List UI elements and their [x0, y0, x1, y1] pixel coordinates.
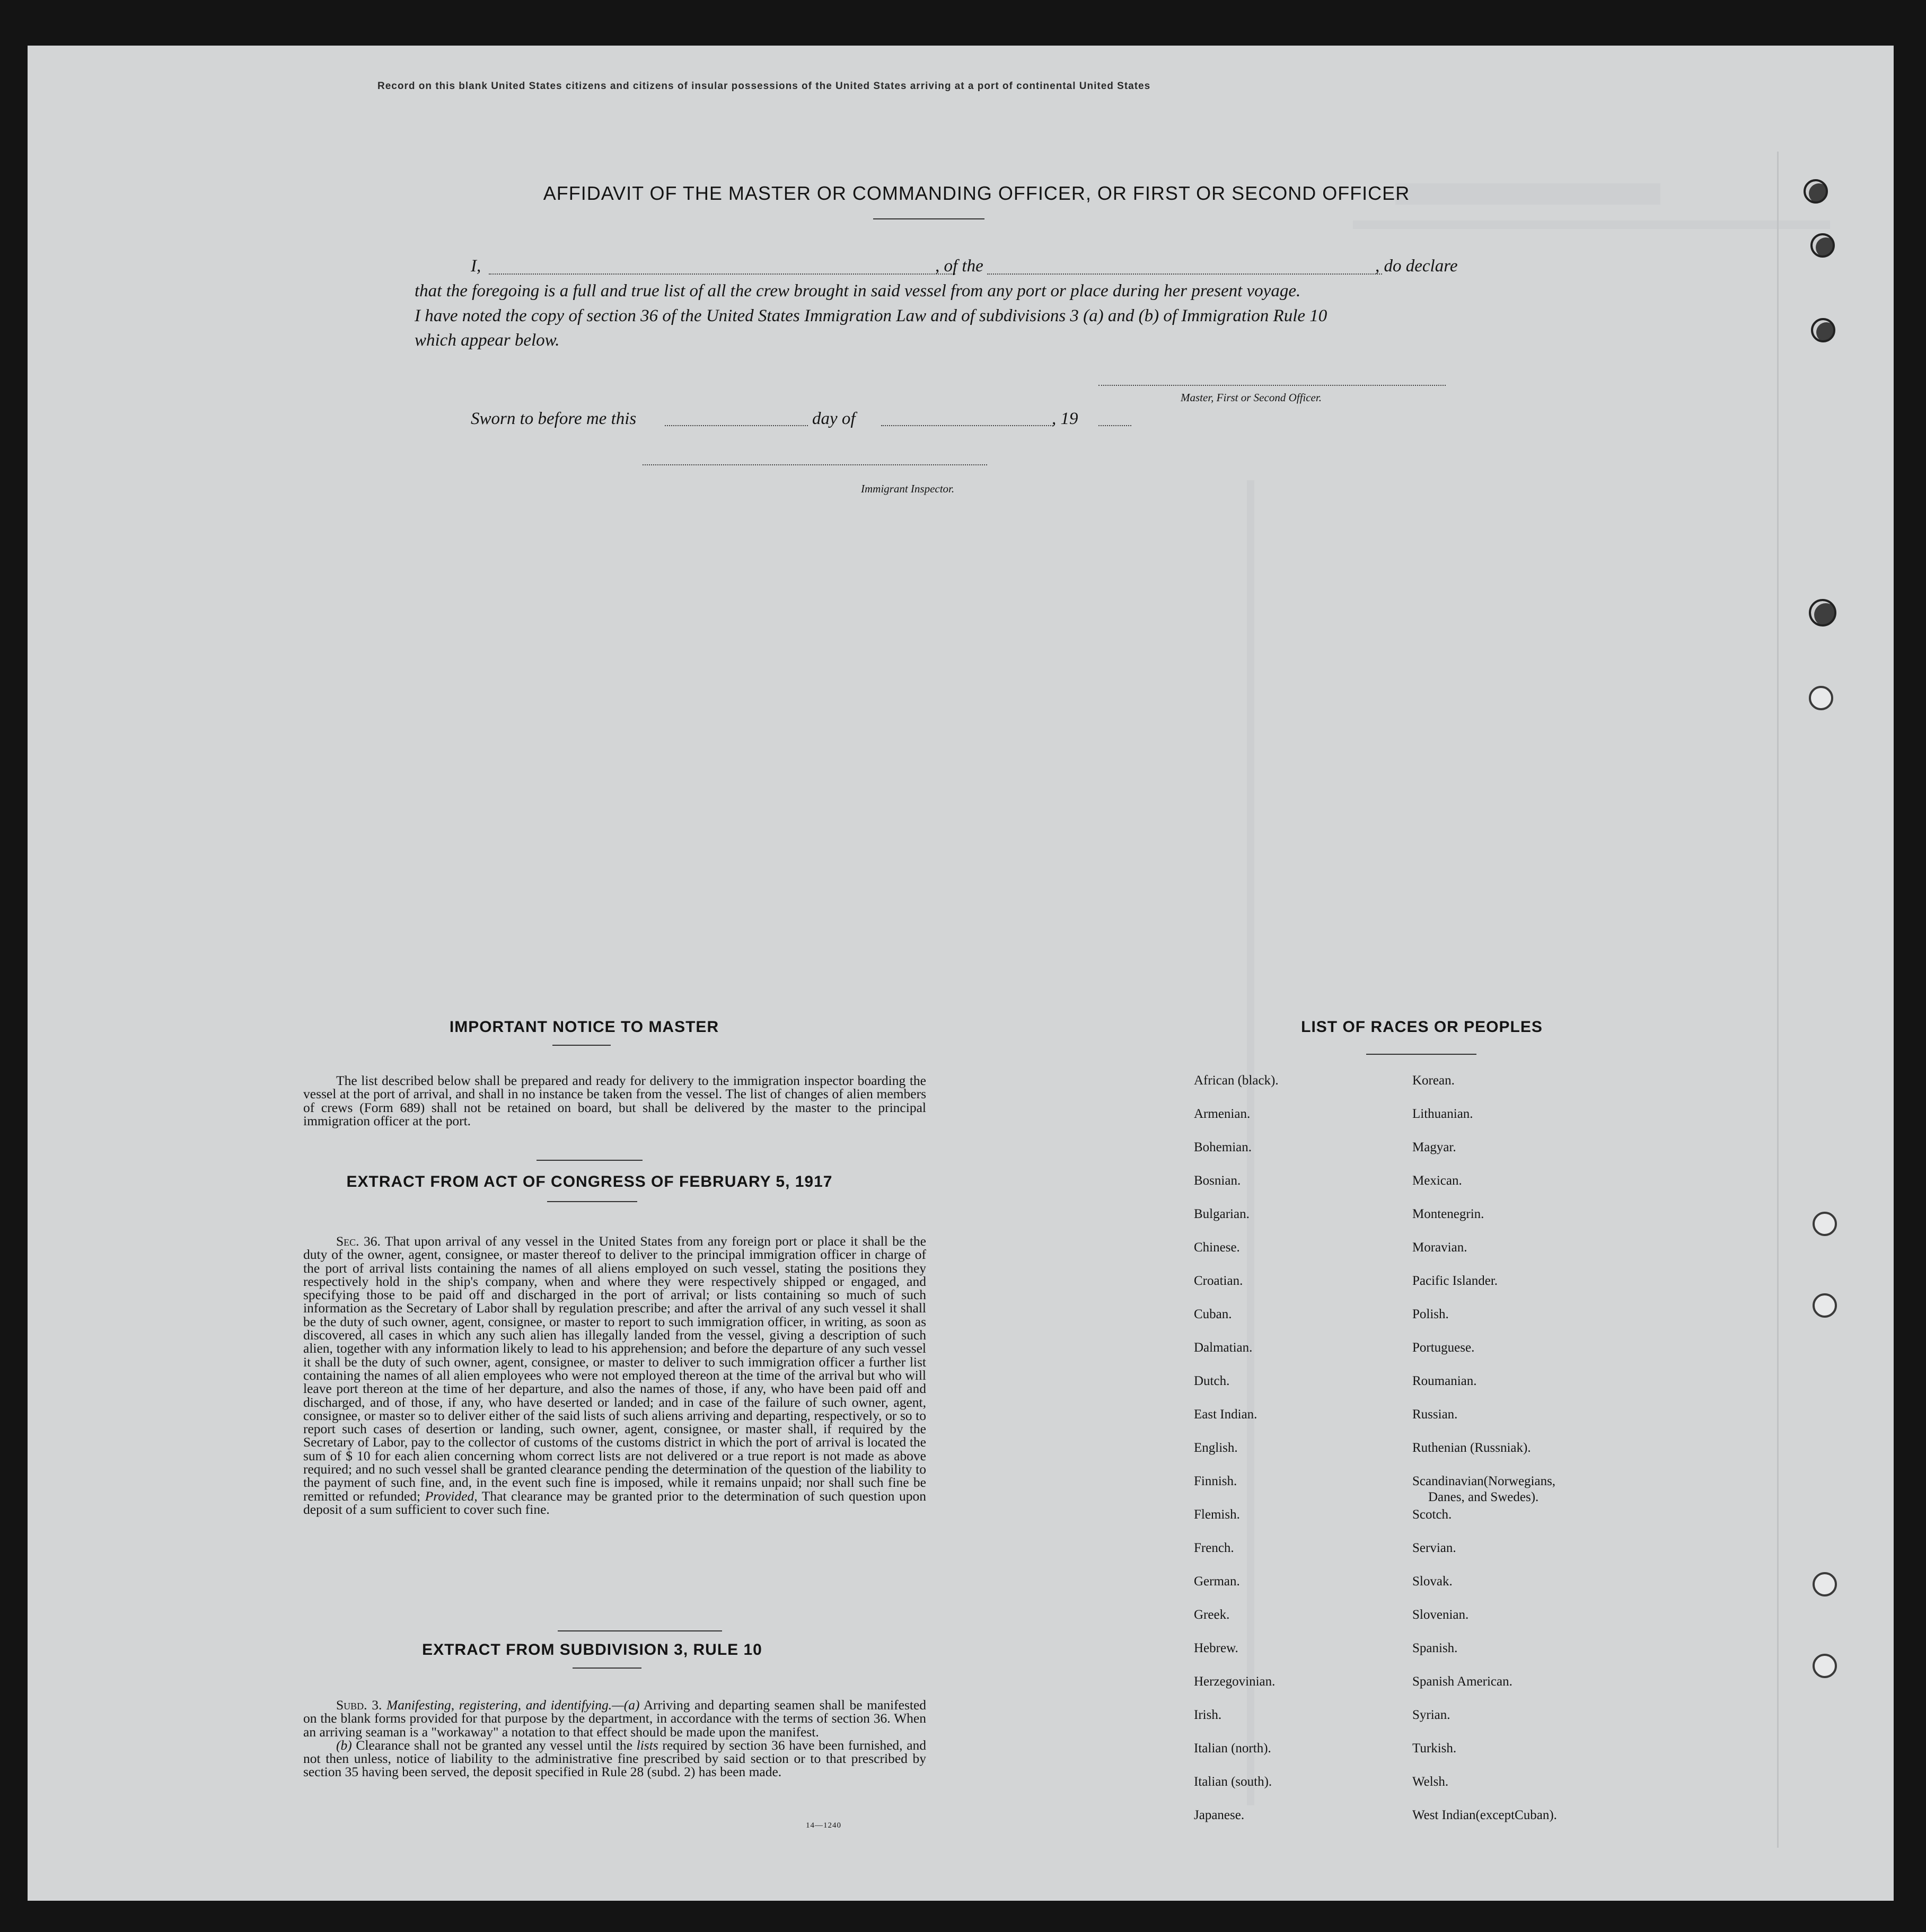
rule-top-rule: [558, 1630, 722, 1631]
rule-b-label: (b): [336, 1737, 352, 1753]
race-item: Scandinavian(Norwegians,: [1412, 1474, 1556, 1488]
sworn-day-blank[interactable]: [665, 425, 808, 426]
rule-b-part2: required by section 36 have been furnished, and not then unless, notice of liability to the administrative fine prescribed by said section or to that prescribed by section 35 having been served, the deposit specified in Rule 28 (subd. 2) has been made.: [303, 1737, 927, 1780]
races-column-2: [1412, 1073, 1557, 1841]
declaration-line-2: that the foregoing is a full and true list of all the crew brought in said vessel from any port or place during her present voyage.: [415, 281, 1301, 301]
race-item: English.: [1194, 1441, 1238, 1455]
punch-hole: [1810, 233, 1835, 258]
race-item: Irish.: [1194, 1708, 1222, 1722]
act-title: EXTRACT FROM ACT OF CONGRESS OF FEBRUARY 5, 1917: [346, 1173, 833, 1190]
races-column-1: [1194, 1073, 1279, 1841]
declaration-line-3: I have noted the copy of section 36 of the United States Immigration Law and of subdivisions 3 (a) and (b) of Immigration Rule 10: [415, 306, 1327, 325]
race-item: Spanish.: [1412, 1641, 1458, 1655]
rule-subd-heading: Manifesting, registering, and identifying.—(a): [386, 1697, 640, 1713]
race-item: Welsh.: [1412, 1775, 1449, 1789]
race-item: Dalmatian.: [1194, 1340, 1253, 1355]
notice-underline: [552, 1045, 611, 1046]
vessel-blank[interactable]: [987, 274, 1382, 275]
race-item: Slovenian.: [1412, 1608, 1469, 1622]
punch-hole: [1813, 1572, 1837, 1596]
master-signature-label: Master, First or Second Officer.: [1181, 391, 1322, 404]
act-body: [303, 1234, 926, 1516]
inspector-signature-line[interactable]: [643, 464, 987, 465]
race-item: Portuguese.: [1412, 1340, 1475, 1355]
punch-hole: [1811, 318, 1835, 342]
race-item: Flemish.: [1194, 1507, 1240, 1522]
race-item: Moravian.: [1412, 1240, 1467, 1255]
act-text: That upon arrival of any vessel in the United States from any foreign port or place it shall be the duty of the owner, agent, consignee, or master thereof to deliver to the principal immigration officer in charge of the port of arrival lists containing the names of all aliens employed on such vessel, stating the positions they respectively hold in the ship's company, when and where they were respectively shipped or engaged, and specifying those to be paid off and discharged in the port of arrival; or lists containing so much of such information as the Secretary of Labor shall by regulation prescribe; and after the arrival of any such vessel it shall be the duty of such owner, agent, consignee, or master to report to such immigration officer, in writing, as soon as discovered, all cases in which any such alien has illegally landed from the vessel, giving a description of such alien, together with any information likely to lead to his apprehension; and before the departure of any such vessel it shall be the duty of such owner, agent, consignee, or master to deliver to such immigration officer a further list containing the names of all alien employees who were not employed thereon at the time of the arrival but who will leave port thereon at the time of her departure, and also the names of those, if any, who have been paid off and discharged, and of those, if any, who have deserted or landed; and in case of the failure of such owner, agent, consignee, or master so to deliver either of the said lists of such aliens arriving and departing, respectively, or so to report such cases of desertion or landing, such owner, agent, consignee, or master shall, if required by the Secretary of Labor, pay to the collector of customs of the customs district in which the port of arrival is located the sum of $ 10 for each alien concerning whom correct lists are not delivered or a true report is not made as above required; and no such vessel shall be granted clearance pending the determination of the question of the liability to the payment of such fine, and, in the event such fine is imposed, while it remains unpaid; nor shall such fine be remitted or refunded;: [303, 1233, 927, 1504]
race-item: German.: [1194, 1574, 1240, 1589]
punch-hole: [1813, 1212, 1837, 1236]
act-section-label: Sec. 36.: [336, 1233, 381, 1249]
race-item: Dutch.: [1194, 1374, 1230, 1388]
rule-b-part1: Clearance shall not be granted any vessel until the: [356, 1737, 632, 1753]
race-item: Cuban.: [1194, 1307, 1232, 1321]
punch-hole: [1804, 179, 1828, 204]
declaration-do-declare: , do declare: [1375, 257, 1458, 276]
punch-hole: [1813, 1293, 1837, 1318]
declaration-line-4: which appear below.: [415, 331, 560, 350]
race-item: Montenegrin.: [1412, 1207, 1484, 1221]
race-item-continuation: Danes, and Swedes).: [1428, 1490, 1539, 1504]
race-item: French.: [1194, 1541, 1234, 1555]
rule-subd-label: Subd. 3.: [336, 1697, 382, 1713]
title-underline: [873, 218, 984, 219]
sworn-year: , 19: [1052, 409, 1078, 428]
race-item: West Indian(exceptCuban).: [1412, 1808, 1557, 1822]
act-provided-text: That clearance may be granted prior to the determination of such question upon deposit of a sum sufficient to cover such fine.: [303, 1488, 927, 1517]
race-item: Italian (north).: [1194, 1741, 1271, 1755]
race-item: Scotch.: [1412, 1507, 1452, 1522]
race-item: Greek.: [1194, 1608, 1230, 1622]
act-provided-label: Provided,: [425, 1488, 478, 1504]
master-signature-line[interactable]: [1098, 385, 1446, 386]
race-item: Slovak.: [1412, 1574, 1453, 1589]
race-item: Chinese.: [1194, 1240, 1240, 1255]
race-item: Croatian.: [1194, 1274, 1243, 1288]
race-item: Hebrew.: [1194, 1641, 1238, 1655]
punch-hole: [1809, 686, 1833, 710]
race-item: Ruthenian (Russniak).: [1412, 1441, 1531, 1455]
races-title: LIST OF RACES OR PEOPLES: [1301, 1018, 1543, 1036]
notice-text: The list described below shall be prepared and ready for delivery to the immigration inspector boarding the vessel at the port of arrival, and shall in no instance be taken from the vessel. The list of changes of alien members of crews (Form 689) shall not be retained on board, but shall be delivered by the master to the principal immigration officer at the port.: [303, 1073, 926, 1128]
notice-body: [303, 1074, 926, 1127]
notice-title: IMPORTANT NOTICE TO MASTER: [449, 1018, 719, 1036]
race-item: Pacific Islander.: [1412, 1274, 1498, 1288]
sworn-day-of: day of: [812, 409, 856, 428]
race-item: Servian.: [1412, 1541, 1456, 1555]
document-page: [28, 46, 1894, 1901]
race-item: Bosnian.: [1194, 1174, 1241, 1188]
race-item: Bohemian.: [1194, 1140, 1252, 1154]
sworn-month-blank[interactable]: [881, 425, 1053, 426]
race-item-scandinavian: [1412, 1474, 1557, 1507]
name-blank[interactable]: [489, 274, 955, 275]
race-item: Herzegovinian.: [1194, 1674, 1276, 1689]
act-top-rule: [537, 1160, 643, 1161]
race-item: African (black).: [1194, 1073, 1279, 1088]
bleed-through-banner: Record on this blank United States citizens and citizens of insular possessions of the United States arriving at a port of continental United States: [377, 81, 1151, 92]
race-item: Finnish.: [1194, 1474, 1237, 1488]
race-item: Bulgarian.: [1194, 1207, 1250, 1221]
race-item: Russian.: [1412, 1407, 1458, 1422]
act-underline: [547, 1201, 637, 1202]
race-item: Polish.: [1412, 1307, 1449, 1321]
rule-body: [303, 1698, 926, 1779]
sworn-year-blank[interactable]: [1098, 425, 1131, 426]
race-item: Roumanian.: [1412, 1374, 1477, 1388]
race-item: Magyar.: [1412, 1140, 1456, 1154]
sworn-prefix: Sworn to before me this: [471, 409, 637, 428]
race-item: Korean.: [1412, 1073, 1455, 1088]
race-item: Japanese.: [1194, 1808, 1245, 1822]
rule-subd-a: Arriving and departing seamen shall be manifested on the blank forms provided for that purpose by the department, in accordance with the terms of section 36. When an arriving seaman is a "workaway" a notation to that effect should be made upon the manifest.: [303, 1697, 927, 1740]
rule-title: EXTRACT FROM SUBDIVISION 3, RULE 10: [422, 1641, 762, 1658]
race-item: Mexican.: [1412, 1174, 1462, 1188]
races-underline: [1366, 1054, 1476, 1055]
form-number: 14—1240: [806, 1821, 841, 1830]
affidavit-title: AFFIDAVIT OF THE MASTER OR COMMANDING OFFICER, OR FIRST OR SECOND OFFICER: [543, 182, 1410, 204]
inspector-label: Immigrant Inspector.: [861, 482, 955, 495]
race-item: Italian (south).: [1194, 1775, 1272, 1789]
rule-b-lists: lists: [636, 1737, 658, 1753]
declaration-i: I,: [471, 257, 481, 276]
rule-underline: [573, 1668, 641, 1669]
race-item: Armenian.: [1194, 1107, 1251, 1121]
race-item: Syrian.: [1412, 1708, 1450, 1722]
race-item: East Indian.: [1194, 1407, 1257, 1422]
race-item: Lithuanian.: [1412, 1107, 1473, 1121]
race-item: Spanish American.: [1412, 1674, 1512, 1689]
punch-hole: [1813, 1654, 1837, 1678]
race-item: Turkish.: [1412, 1741, 1457, 1755]
declaration-of-the: , of the: [935, 257, 983, 276]
punch-hole: [1809, 599, 1836, 627]
